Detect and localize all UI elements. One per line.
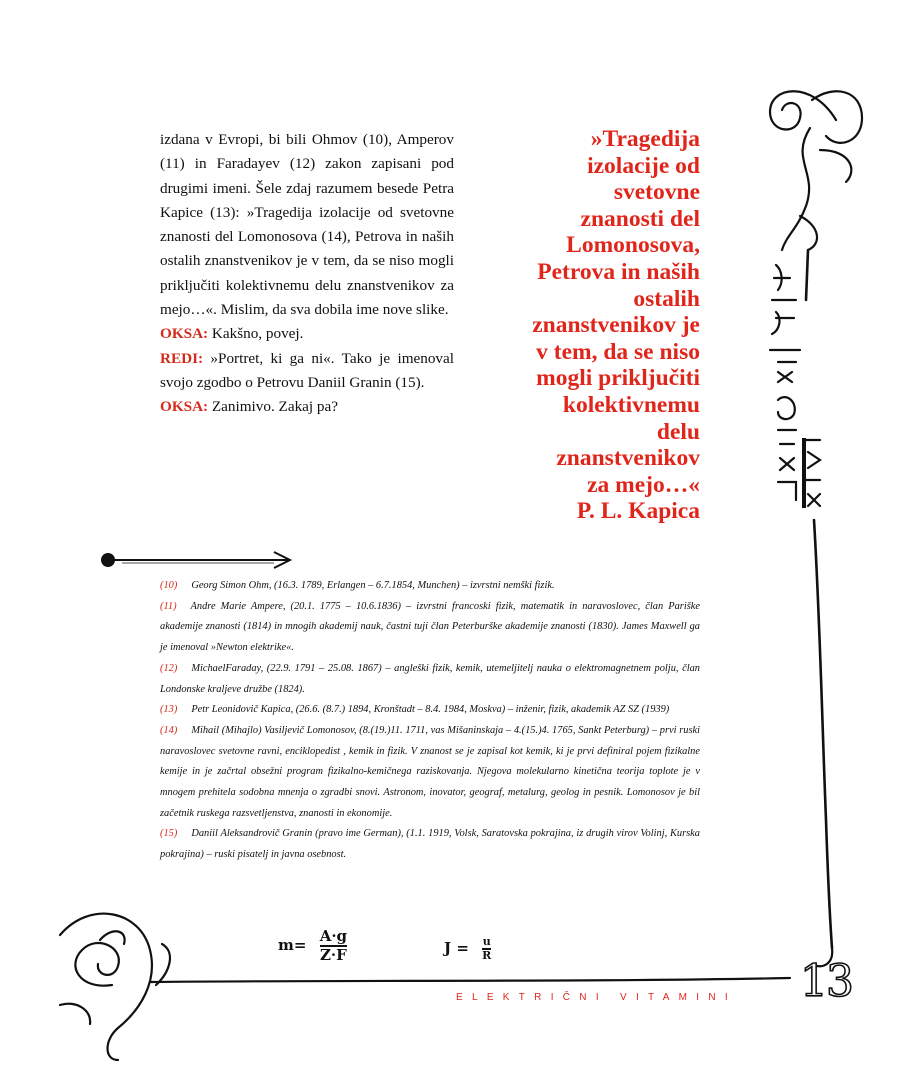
dialogue-line-3 [160,395,454,419]
dialogue-text: »Portret, ki ga ni«. Tako je imenoval svojo zgodbo o Petrovu Daniil Granin (15). [160,349,454,391]
footnote [160,824,700,865]
book-title-footer: ELEKTRIČNI VITAMINI [456,992,737,1003]
current-formula [444,936,491,962]
quote-line: v tem, da se niso [536,338,700,365]
dialogue-line-2 [160,347,454,396]
formula-lhs: m= [278,936,307,954]
speaker-label: REDI: [160,349,204,367]
footnote-text: Mihail (Mihajlo) Vasiljevič Lomonosov, (8.(19.)11. 1711, vas Mišaninskaja – 4.(15.)4. 1765, Sankt Peterburg) – prvi ruski naravoslovec svetovne ravni, enciklopedist , kemik in fizik. V znanost se je zapisal kot kemik, ki je prvi definiral pojem fizikalne kemije in je začrtal obsežni program fizikalno-kemičnega raziskovanja. Njegova molekularno kinetična teorija toplote je v mnogem prehitela sodobna mnenja o zgradbi snovi. Astronom, inovator, geograf, metalurg, geolog in pesnik. Lomonosov je bil začetnik ruskega razsvetljenstva, znanosti in ekonomije. [160,724,700,819]
footnote [160,659,700,700]
quote-line: kolektivnemu [562,391,700,418]
footnote-text: Petr Leonidovič Kapica, (26.6. (8.7.) 1894, Kronštadt – 8.4. 1984, Moskva) – inženir, fizik, akademik AZ SZ (1939) [191,704,670,716]
formula-fraction [320,928,347,964]
body-paragraph: izdana v Evropi, bi bili Ohmov (10), Amperov (11) in Faradayev (12) zakon zapisani pod drugimi imeni. Šele zdaj razumem besede Petra Kapice (13): »Tragedija izolacije od svetovne znanosti del Lomonosova (14), Petrova in naših ostalih znanstvenikov je v tem, da se niso mogli priključiti kolektivnemu delu znanstvenikov za mejo…«. Mislim, da sva dobila ime nove slike. [160,131,454,319]
footnote-number: (12) [160,662,178,674]
footnote-number: (13) [160,704,178,716]
footnote-text: Daniil Aleksandrovič Granin (pravo ime German), (1.1. 1919, Volsk, Saratovska pokrajina, iz drugih virov Volinj, Kurska pokrajina) – ruski pisatelj in javna osebnost. [160,828,700,861]
speaker-label: OKSA: [160,398,209,416]
bottom-border-line [150,978,790,982]
footnote-number: (10) [160,580,178,591]
speaker-label: OKSA: [160,325,209,343]
quote-line: Petrova in naših [537,258,700,285]
footnote-text: MichaelFaraday, (22.9. 1791 – 25.08. 1867) – angleški fizik, kemik, utemeljitelj nauka o elektromagnetnem polju, član Londonske kraljeve družbe (1824). [160,662,700,695]
mass-formula [278,928,347,964]
footnote-number: (11) [160,600,177,612]
formula-lhs: J = [444,939,469,957]
quote-line: Lomonosova, [566,232,700,259]
quote-attribution: P. L. Kapica [576,498,700,525]
formula-denominator: R [482,949,492,962]
quote-line: znanstvenikov [556,445,700,472]
quote-line: znanstvenikov je [532,312,700,339]
arrow-divider-icon [98,548,294,572]
dialogue-line-1 [160,322,454,346]
footnote-text: Georg Simon Ohm, (16.3. 1789, Erlangen – 6.7.1854, Munchen) – izvrstni nemški fizik. [191,580,555,591]
quote-line: mogli priključiti [536,365,700,392]
bottom-left-swirl-ornament [75,943,119,986]
footnote-text: Andre Marie Ampere, (20.1. 1775 – 10.6.1836) – izvrstni francoski fizik, matematik in naravoslovec, član Pariške akademije znanosti (1814) in mnogih akademij nauk, častni tuji član Peterburške akademije znanosti (1830). James Maxwell ga je imenoval »Newton elektrike«. [160,600,700,654]
quote-line: »Tragedija [590,126,700,152]
quote-line: za mejo…« [587,471,700,498]
formula-numerator: u [482,935,491,948]
pull-quote [482,126,700,525]
quote-line: ostalih [633,285,700,312]
footnote [160,576,700,597]
footnote-number: (15) [160,828,178,840]
quote-line: znanosti del [580,205,700,232]
quote-line: svetovne [613,179,700,206]
footnote [160,721,700,825]
dialogue-text: Kakšno, povej. [211,325,304,343]
formula-denominator: Z·F [319,946,347,964]
top-right-swirl-ornament [770,91,836,129]
quote-line: delu [656,418,700,445]
footnote [160,597,700,659]
equation-scribble [770,265,820,506]
right-border-line [806,250,832,948]
formula-numerator: A·g [319,927,348,945]
footnote [160,700,700,721]
body-text-column [160,128,454,420]
dialogue-text: Zanimivo. Zakaj pa? [211,398,338,416]
footnote-number: (14) [160,724,178,736]
quote-line: izolacije od [587,152,700,179]
formula-fraction [482,936,491,962]
footnotes [160,576,700,866]
page-number: 13 [800,956,852,1007]
